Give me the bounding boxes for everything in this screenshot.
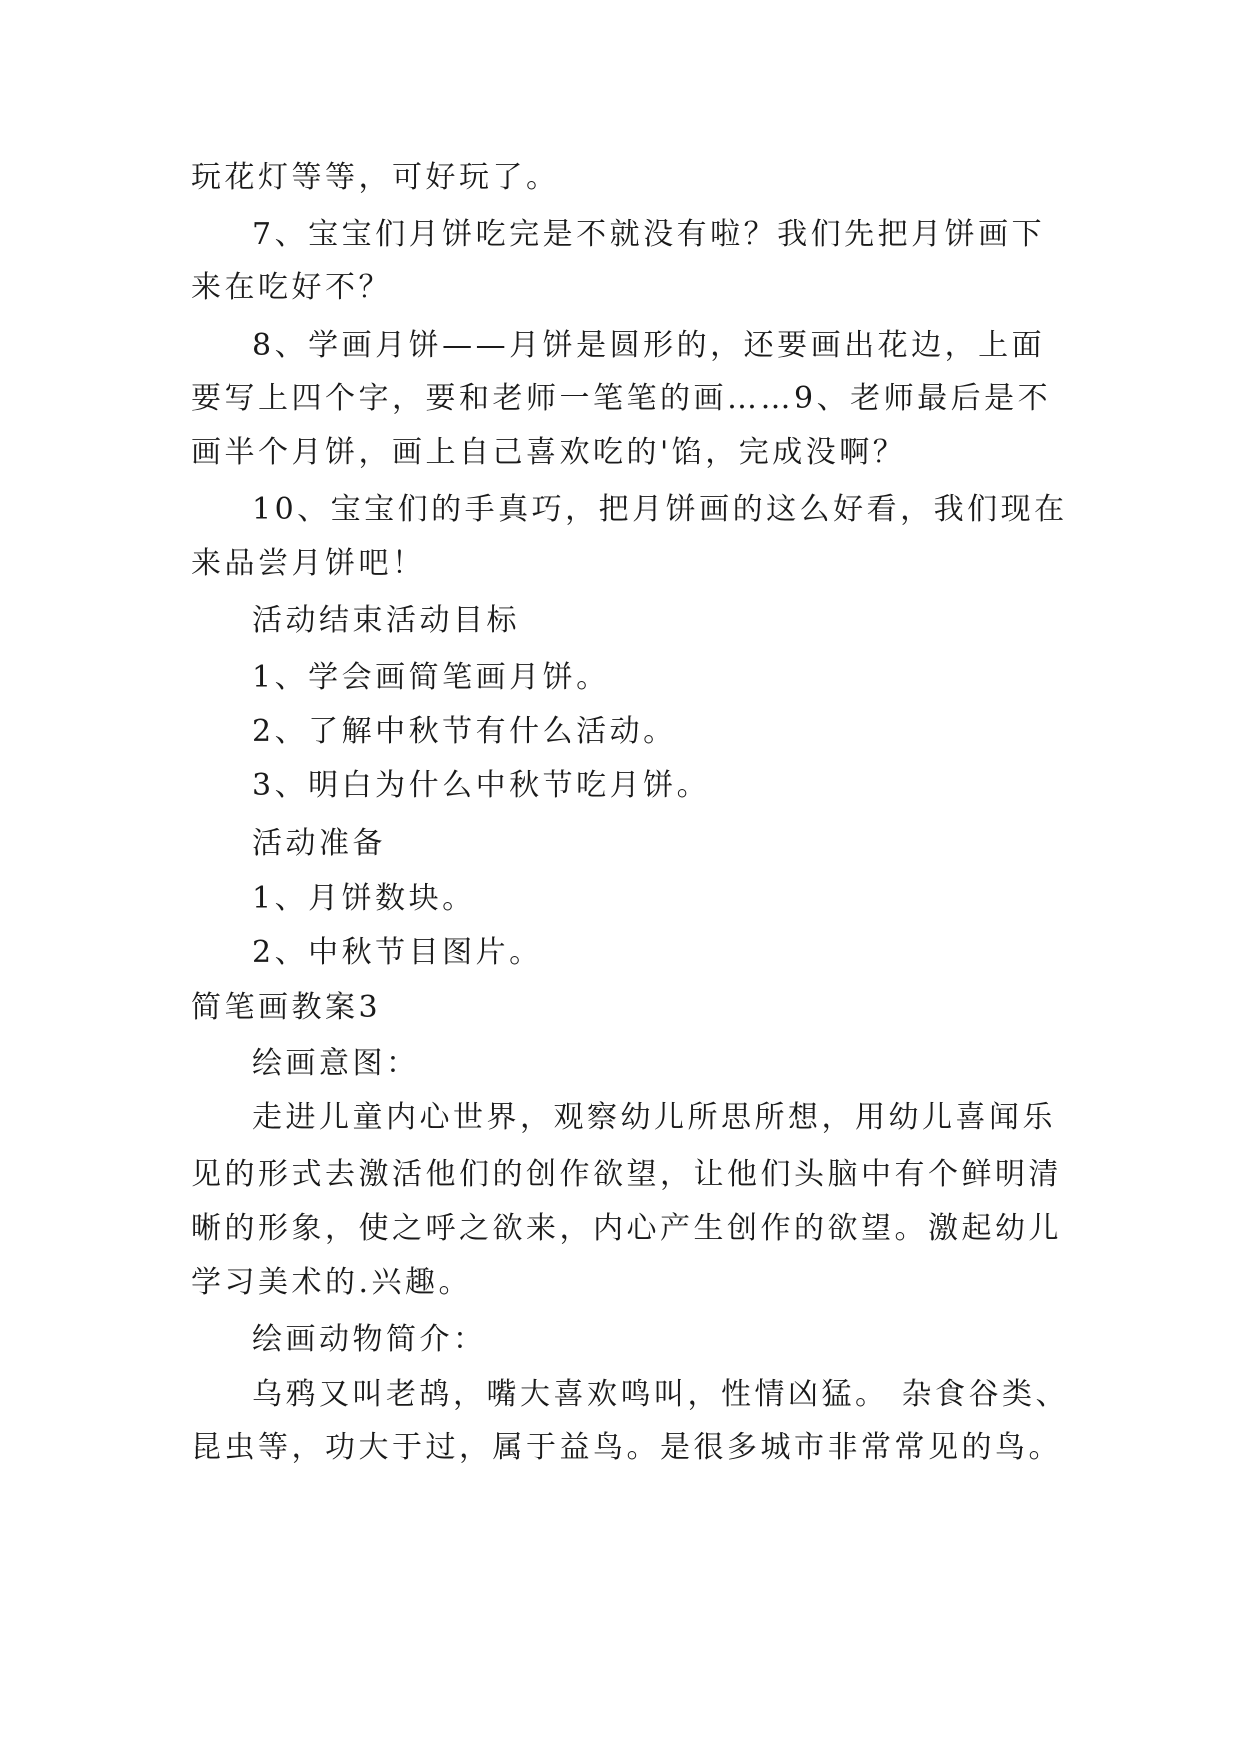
section-heading: 绘画动物简介： [252,1322,487,1357]
section-heading: 活动结束活动目标 [252,603,520,638]
text-line: 乌鸦又叫老鸪，嘴大喜欢鸣叫，性情凶猛。 杂食谷类、 [252,1377,1070,1412]
text-line: 10、宝宝们的手真巧，把月饼画的这么好看，我们现在 [252,492,1068,527]
list-item: 3、明白为什么中秋节吃月饼。 [252,768,711,803]
list-item: 2、了解中秋节有什么活动。 [252,714,677,749]
list-item: 1、月饼数块。 [252,881,476,916]
text-line: 玩花灯等等，可好玩了。 [191,160,560,195]
text-line: 晰的形象，使之呼之欲来，内心产生创作的欲望。激起幼儿 [191,1211,1062,1246]
text-line: 要写上四个字，要和老师一笔笔的画……9、老师最后是不 [191,381,1052,416]
text-line: 学习美术的.兴趣。 [191,1265,473,1300]
section-heading: 活动准备 [252,826,386,861]
text-line: 来品尝月饼吧！ [191,546,426,581]
text-line: 8、学画月饼——月饼是圆形的，还要画出花边，上面 [252,328,1046,363]
document-title: 简笔画教案3 [191,990,382,1025]
text-line: 走进儿童内心世界，观察幼儿所思所想，用幼儿喜闻乐 [252,1100,1056,1135]
list-item: 2、中秋节目图片。 [252,935,543,970]
section-heading: 绘画意图： [252,1046,420,1081]
text-line: 昆虫等，功大于过，属于益鸟。是很多城市非常常见的鸟。 [191,1430,1062,1465]
text-line: 7、宝宝们月饼吃完是不就没有啦？我们先把月饼画下 [252,217,1046,252]
text-line: 来在吃好不？ [191,270,392,305]
text-line: 见的形式去激活他们的创作欲望，让他们头脑中有个鲜明清 [191,1157,1062,1192]
list-item: 1、学会画简笔画月饼。 [252,660,610,695]
text-line: 画半个月饼，画上自己喜欢吃的'馅，完成没啊？ [191,435,907,470]
